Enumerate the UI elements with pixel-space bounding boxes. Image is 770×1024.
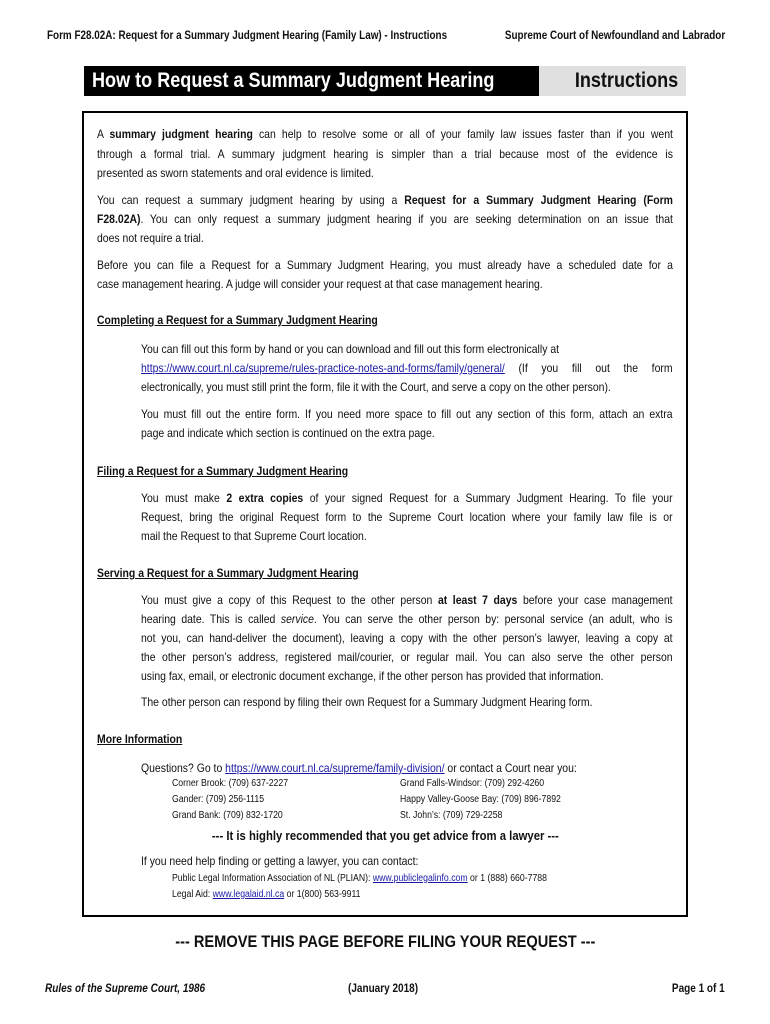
footer-page: Page 1 of 1 bbox=[672, 983, 725, 995]
filing-heading: Filing a Request for a Summary Judgment Hearing bbox=[97, 464, 349, 478]
footer-date: (January 2018) bbox=[348, 983, 419, 995]
more-info-heading: More Information bbox=[97, 732, 183, 746]
completing-line: https://www.court.nl.ca/supreme/rules-practice-notes-and-forms/family/general/ (If you fill out the form bbox=[141, 361, 673, 375]
filing-line: You must make 2 extra copies of your signed Request for a Summary Judgment Hearing. To file your bbox=[141, 491, 673, 505]
serving-line: not you, can hand-deliver the document), leaving a copy with the other person’s lawyer, leaving a copy at bbox=[141, 631, 673, 645]
serving-line: using fax, email, or electronic document exchange, if the other person has provided that information. bbox=[141, 669, 604, 683]
office-phone: Happy Valley-Goose Bay: (709) 896-7892 bbox=[400, 794, 561, 805]
completing-line: You must fill out the entire form. If you need more space to fill out any section of this form, attach an extra bbox=[141, 407, 673, 421]
filing-line: Request, bring the original Request form to the Supreme Court location where your family law file is or bbox=[141, 510, 673, 524]
office-phone: Grand Bank: (709) 832-1720 bbox=[172, 810, 283, 821]
help-line: If you need help finding or getting a lawyer, you can contact: bbox=[141, 854, 419, 868]
remove-page-notice: --- REMOVE THIS PAGE BEFORE FILING YOUR REQUEST --- bbox=[174, 932, 596, 951]
page-title: How to Request a Summary Judgment Hearing bbox=[92, 69, 495, 92]
serving-line: the other person’s address, registered mail/courier, or regular mail. You can also serve the other person bbox=[141, 650, 673, 664]
intro-line: case management hearing. A judge will consider your request at that case management hearing. bbox=[97, 277, 543, 291]
title-bar bbox=[84, 66, 686, 96]
office-phone: Gander: (709) 256-1115 bbox=[172, 794, 265, 805]
completing-line: You can fill out this form by hand or you can download and fill out this form electronically at bbox=[141, 342, 560, 356]
filing-line: mail the Request to that Supreme Court location. bbox=[141, 529, 367, 543]
serving-line: hearing date. This is called service. You can serve the other person by: personal service (an adult, who is bbox=[141, 612, 673, 626]
completing-line: page and indicate which section is continued on the extra page. bbox=[141, 426, 435, 440]
intro-line: F28.02A). You can only request a summary judgment hearing if you are seeking determination on an issue that bbox=[97, 212, 673, 226]
office-phone: Corner Brook: (709) 637-2227 bbox=[172, 778, 289, 789]
instructions-label: Instructions bbox=[574, 69, 678, 92]
intro-line: You can request a summary judgment hearing by using a Request for a Summary Judgment Hearing (Form bbox=[97, 193, 673, 207]
intro-line: through a formal trial. A summary judgment hearing is simpler than a trial because most of the evidence is bbox=[97, 147, 673, 161]
plian-contact: Public Legal Information Association of NL (PLIAN): www.publiclegalinfo.com or 1 (888) 660-7788 bbox=[172, 873, 547, 884]
forms-link[interactable]: https://www.court.nl.ca/supreme/rules-practice-notes-and-forms/family/general/ bbox=[141, 361, 505, 375]
plian-link[interactable]: www.publiclegalinfo.com bbox=[372, 873, 468, 884]
footer-rules: Rules of the Supreme Court, 1986 bbox=[45, 983, 206, 995]
court-name: Supreme Court of Newfoundland and Labrador bbox=[504, 30, 725, 42]
legal-aid-link[interactable]: www.legalaid.nl.ca bbox=[212, 889, 285, 900]
serving-line: You must give a copy of this Request to the other person at least 7 days before your case management bbox=[141, 593, 673, 607]
serving-line: The other person can respond by filing their own Request for a Summary Judgment Hearing form. bbox=[141, 695, 593, 709]
intro-line: does not require a trial. bbox=[97, 231, 204, 245]
intro-line: A summary judgment hearing can help to resolve some or all of your family law issues faster than if you went bbox=[97, 127, 673, 141]
office-phone: Grand Falls-Windsor: (709) 292-4260 bbox=[400, 778, 545, 789]
family-division-link[interactable]: https://www.court.nl.ca/supreme/family-division/ bbox=[225, 761, 445, 775]
lawyer-recommendation: --- It is highly recommended that you get advice from a lawyer --- bbox=[211, 828, 559, 843]
intro-line: Before you can file a Request for a Summary Judgment Hearing, you must already have a scheduled date for a bbox=[97, 258, 673, 272]
questions-line: Questions? Go to https://www.court.nl.ca/supreme/family-division/ or contact a Court near you: bbox=[141, 761, 577, 775]
completing-heading: Completing a Request for a Summary Judgment Hearing bbox=[97, 313, 378, 327]
completing-line: electronically, you must still print the form, file it with the Court, and serve a copy on the other person). bbox=[141, 380, 611, 394]
intro-line: presented as sworn statements and oral evidence is limited. bbox=[97, 166, 374, 180]
office-phone: St. John’s: (709) 729-2258 bbox=[400, 810, 503, 821]
serving-heading: Serving a Request for a Summary Judgment Hearing bbox=[97, 566, 359, 580]
form-title: Form F28.02A: Request for a Summary Judgment Hearing (Family Law) - Instructions bbox=[47, 30, 448, 42]
legal-aid-contact: Legal Aid: www.legalaid.nl.ca or 1(800) 563-9911 bbox=[172, 889, 361, 900]
